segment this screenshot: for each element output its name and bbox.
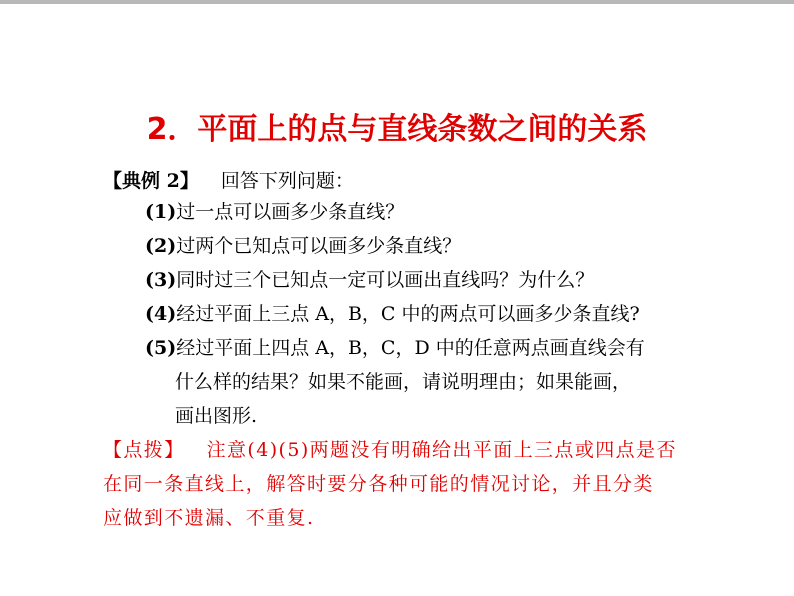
question-text: 经过平面上四点 A，B，C，D 中的任意两点画直线会有 [176, 337, 645, 359]
question-text: 过一点可以画多少条直线？ [176, 201, 405, 223]
question-1 [145, 197, 404, 227]
question-text: 同时过三个已知点一定可以画出直线吗？为什么？ [176, 269, 595, 291]
question-4 [145, 299, 640, 329]
question-number: (5) [145, 337, 177, 359]
page-title: 2．平面上的点与直线条数之间的关系 [146, 112, 648, 147]
question-3 [145, 265, 594, 295]
question-5-continuation: 什么样的结果？如果不能画，请说明理由；如果能画， [175, 371, 632, 393]
hint-line-1 [103, 435, 677, 465]
question-number: (2) [145, 235, 177, 257]
hint-line-3: 应做到不遗漏、不重复. [103, 507, 315, 529]
question-number: (4) [145, 303, 177, 325]
top-border [0, 0, 794, 4]
question-number: (1) [145, 201, 177, 223]
hint-tag: 【点拨】 [103, 439, 185, 461]
example-tag: 【典例 2】 [103, 170, 199, 192]
question-number: (3) [145, 269, 177, 291]
question-text: 过两个已知点可以画多少条直线？ [176, 235, 462, 257]
hint-line-2: 在同一条直线上，解答时要分各种可能的情况讨论，并且分类 [103, 473, 654, 495]
question-2 [145, 231, 461, 261]
example-header [103, 166, 354, 196]
question-5-continuation: 画出图形. [175, 405, 258, 427]
example-prompt: 回答下列问题： [220, 170, 354, 192]
question-text: 经过平面上三点 A，B，C 中的两点可以画多少条直线? [176, 303, 640, 325]
hint-text: 注意(4)(5)两题没有明确给出平面上三点或四点是否 [206, 439, 677, 461]
question-5 [145, 333, 645, 363]
